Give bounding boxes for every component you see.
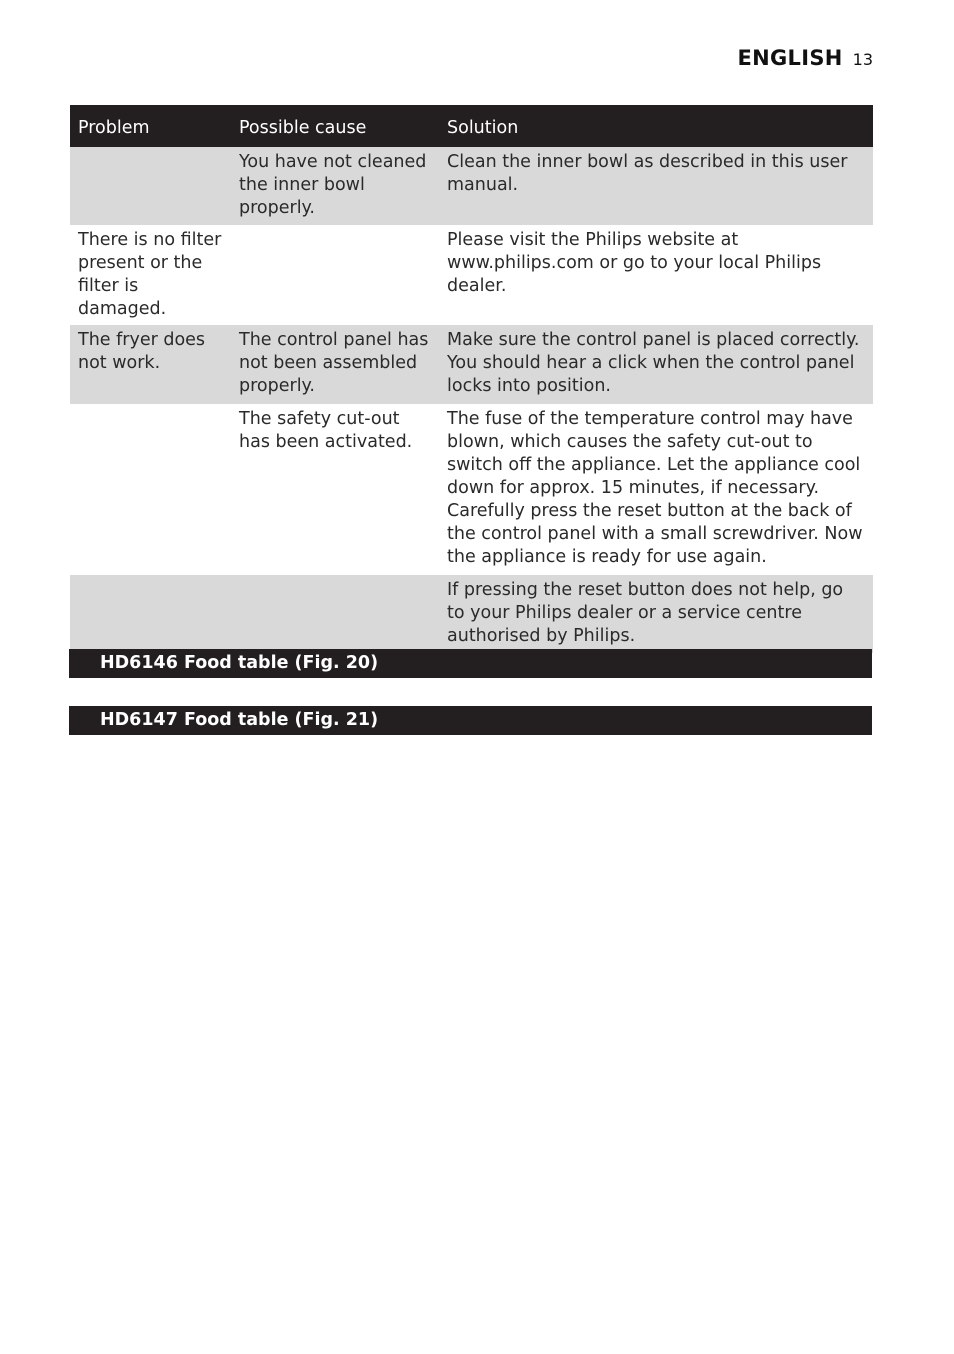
column-header-solution: Solution <box>439 105 873 147</box>
problem-cell: There is no filter present or the filter is damaged. <box>70 225 231 325</box>
table-row <box>70 404 873 575</box>
cause-cell: The safety cut-out has been activated. <box>231 404 439 575</box>
problem-cell <box>70 575 231 653</box>
table-row <box>70 575 873 653</box>
cause-cell <box>231 225 439 325</box>
solution-cell: If pressing the reset button does not help, go to your Philips dealer or a service centre authorised by Philips. <box>439 575 873 653</box>
cause-cell: You have not cleaned the inner bowl properly. <box>231 147 439 225</box>
cause-cell <box>231 575 439 653</box>
page-header <box>737 46 873 70</box>
solution-cell: Please visit the Philips website at www.philips.com or go to your local Philips dealer. <box>439 225 873 325</box>
section-heading-hd6146: HD6146 Food table (Fig. 20) <box>69 649 872 678</box>
table-row <box>70 225 873 325</box>
troubleshooting-table <box>70 105 873 653</box>
section-heading-hd6147: HD6147 Food table (Fig. 21) <box>69 706 872 735</box>
column-header-problem: Problem <box>70 105 231 147</box>
page-number: 13 <box>852 50 873 69</box>
table-header-row <box>70 105 873 147</box>
table-row <box>70 147 873 225</box>
language-label: ENGLISH <box>737 46 843 70</box>
solution-cell: The fuse of the temperature control may have blown, which causes the safety cut-out to switch off the appliance. Let the appliance cool down for approx. 15 minutes, if necessary. Carefully press the reset button at the back of the control panel with a small screwdriver. Now the appliance is ready for use again. <box>439 404 873 575</box>
cause-cell: The control panel has not been assembled properly. <box>231 325 439 404</box>
solution-cell: Make sure the control panel is placed correctly. You should hear a click when the control panel locks into position. <box>439 325 873 404</box>
solution-cell: Clean the inner bowl as described in this user manual. <box>439 147 873 225</box>
problem-cell <box>70 404 231 575</box>
table-row <box>70 325 873 404</box>
column-header-cause: Possible cause <box>231 105 439 147</box>
problem-cell <box>70 147 231 225</box>
problem-cell: The fryer does not work. <box>70 325 231 404</box>
